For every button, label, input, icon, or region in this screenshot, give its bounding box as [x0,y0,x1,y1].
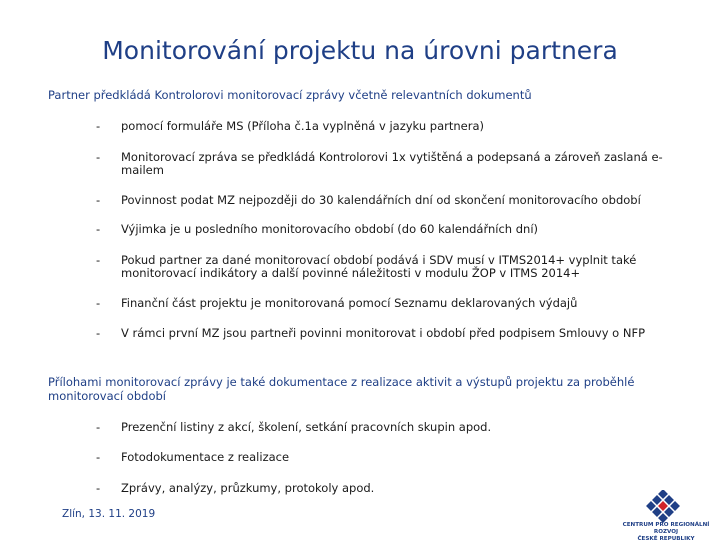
list-item-text: Fotodokumentace z realizace [121,450,290,464]
bullet-dash: - [96,222,101,236]
list-item-text: pomocí formuláře MS (Příloha č.1a vyplněná v jazyku partnera) [121,119,485,133]
bullet-dash: - [96,326,101,340]
list-item [96,297,666,310]
bullet-dash: - [96,420,101,434]
list-item-text: Povinnost podat MZ nejpozději do 30 kalendářních dní od skončení monitorovacího období [121,193,641,207]
list-item [96,327,666,340]
list-item-text: Pokud partner za dané monitorovací období podává i SDV musí v ITMS2014+ vyplnit také monitorovací indikátory a další povinné náležitosti v modulu ŽOP v ITMS 2014+ [121,253,637,280]
list-item [96,254,666,280]
bullet-dash: - [96,450,101,464]
logo-text-line-1: CENTRUM PRO REGIONÁLNÍ ROZVOJ [622,522,710,535]
list-item [96,223,666,236]
list-item [96,482,666,495]
bullet-dash: - [96,193,101,207]
list-item [96,451,666,464]
list-item [96,421,666,434]
list-item-text: Monitorovací zpráva se předkládá Kontrolorovi 1x vytištěná a podepsaná a zároveň zaslaná e-mailem [121,150,663,177]
footer-date: Zlín, 13. 11. 2019 [62,508,156,520]
list-item-text: V rámci první MZ jsou partneři povinni monitorovat i období před podpisem Smlouvy o NFP [121,326,646,340]
list-item [96,151,666,177]
bullet-dash: - [96,119,101,133]
bullet-dash: - [96,481,101,495]
intro-paragraph-2: Přílohami monitorovací zprávy je také dokumentace z realizace aktivit a výstupů projektu za proběhlé monitorovací období [48,375,635,403]
list-item-text: Výjimka je u posledního monitorovacího období (do 60 kalendářních dní) [121,222,539,236]
list-item [96,194,666,207]
logo-text-line-2: ČESKÉ REPUBLIKY [637,536,695,542]
bullet-dash: - [96,150,101,164]
page-title: Monitorování projektu na úrovni partnera [102,36,618,65]
list-item-text: Finanční část projektu je monitorovaná pomocí Seznamu deklarovaných výdajů [121,296,578,310]
list-item-text: Zprávy, analýzy, průzkumy, protokoly apod. [121,481,375,495]
bullet-dash: - [96,296,101,310]
list-item [96,120,666,133]
bullet-dash: - [96,253,101,267]
intro-paragraph-1: Partner předkládá Kontrolorovi monitorovací zprávy včetně relevantních dokumentů [48,88,532,102]
list-item-text: Prezenční listiny z akcí, školení, setkání pracovních skupin apod. [121,420,492,434]
